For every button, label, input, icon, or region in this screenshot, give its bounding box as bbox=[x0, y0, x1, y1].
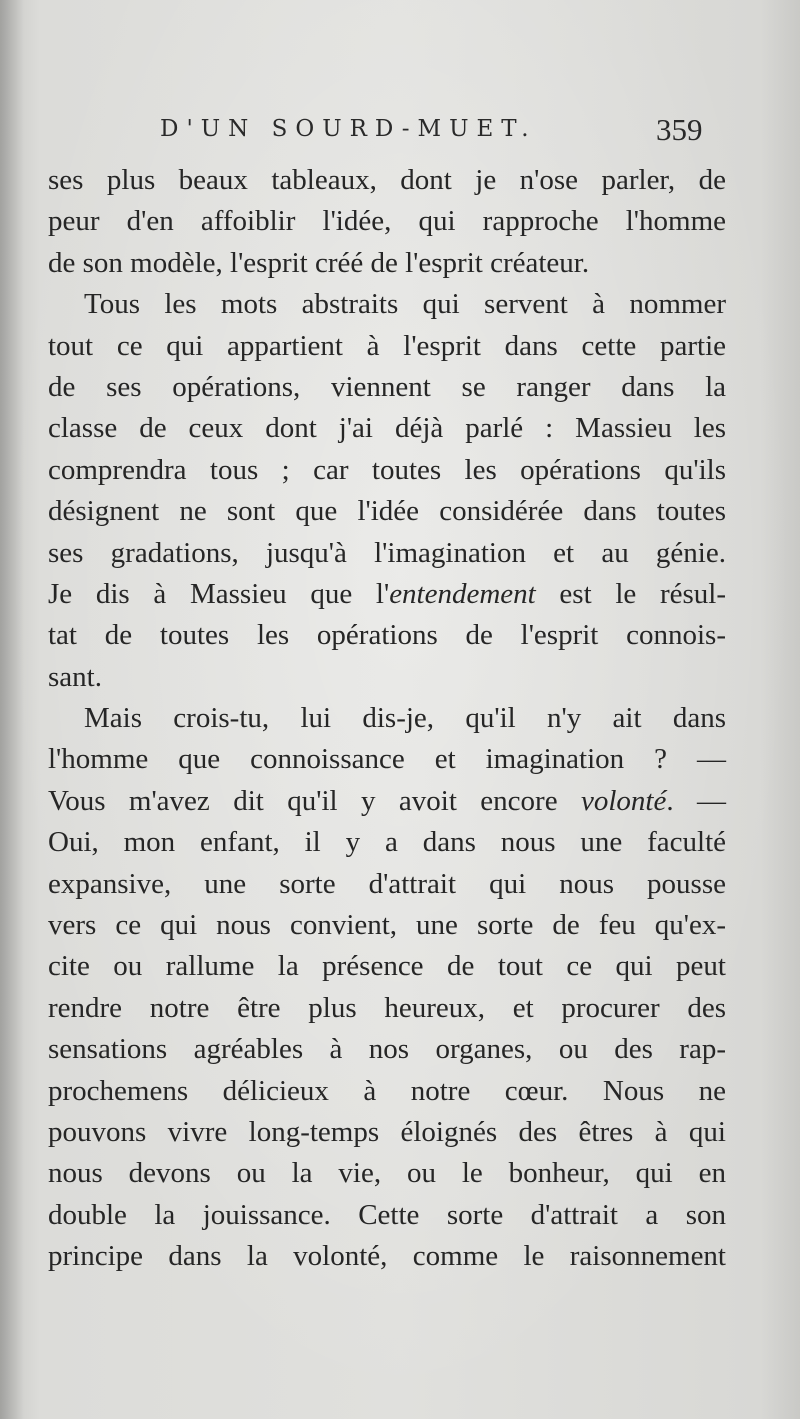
text-line: cite ou rallume la présence de tout ce qui peut bbox=[48, 950, 726, 983]
text-line: expansive, une sorte d'attrait qui nous pousse bbox=[48, 867, 726, 900]
text-line: Mais crois-tu, lui dis-je, qu'il n'y ait dans bbox=[84, 702, 726, 735]
text-line: l'homme que connoissance et imagination ? — bbox=[48, 743, 726, 776]
text-line bbox=[48, 574, 726, 615]
text-line: rendre notre être plus heureux, et procurer des bbox=[48, 991, 726, 1024]
text-line: vers ce qui nous convient, une sorte de feu qu'ex- bbox=[48, 909, 726, 942]
text-run: Vous m'avez dit qu'il y avoit encore bbox=[48, 784, 581, 817]
text-line: comprendra tous ; car toutes les opérations qu'ils bbox=[48, 453, 726, 486]
text-run: . — bbox=[666, 784, 727, 817]
text-line: ses gradations, jusqu'à l'imagination et au génie. bbox=[48, 536, 726, 569]
text-run: Je dis à Massieu que l' bbox=[48, 577, 390, 610]
running-head bbox=[0, 112, 800, 152]
text-line: classe de ceux dont j'ai déjà parlé : Massieu les bbox=[48, 412, 726, 445]
text-line: peur d'en affoiblir l'idée, qui rapproche l'homme bbox=[48, 205, 726, 238]
running-title: D'UN SOURD-MUET. bbox=[160, 116, 537, 142]
italic-term: entendement bbox=[389, 577, 536, 610]
text-line bbox=[48, 781, 726, 822]
text-line: désignent ne sont que l'idée considérée dans toutes bbox=[48, 495, 726, 528]
text-line: prochemens délicieux à notre cœur. Nous ne bbox=[48, 1074, 726, 1107]
text-line: tout ce qui appartient à l'esprit dans cette partie bbox=[48, 329, 726, 362]
text-line: Oui, mon enfant, il y a dans nous une faculté bbox=[48, 826, 726, 859]
text-run: est le résul- bbox=[535, 577, 727, 610]
text-line: sensations agréables à nos organes, ou des rap- bbox=[48, 1033, 726, 1066]
text-line: pouvons vivre long-temps éloignés des êtres à qui bbox=[48, 1115, 726, 1148]
text-line: principe dans la volonté, comme le raisonnement bbox=[48, 1240, 726, 1273]
page-number: 359 bbox=[656, 112, 703, 147]
italic-term: volonté bbox=[580, 784, 667, 817]
text-line: double la jouissance. Cette sorte d'attrait a son bbox=[48, 1198, 726, 1231]
text-line: nous devons ou la vie, ou le bonheur, qui en bbox=[48, 1157, 726, 1190]
body-text bbox=[48, 160, 726, 1278]
text-line: de son modèle, l'esprit créé de l'esprit créateur. bbox=[48, 246, 590, 279]
text-line: sant. bbox=[48, 660, 102, 693]
text-line: Tous les mots abstraits qui servent à nommer bbox=[84, 288, 726, 321]
text-line: ses plus beaux tableaux, dont je n'ose parler, de bbox=[48, 164, 726, 196]
text-line: tat de toutes les opérations de l'esprit connois- bbox=[48, 619, 726, 652]
spine-shadow bbox=[0, 0, 24, 1419]
text-line: de ses opérations, viennent se ranger dans la bbox=[48, 370, 726, 403]
